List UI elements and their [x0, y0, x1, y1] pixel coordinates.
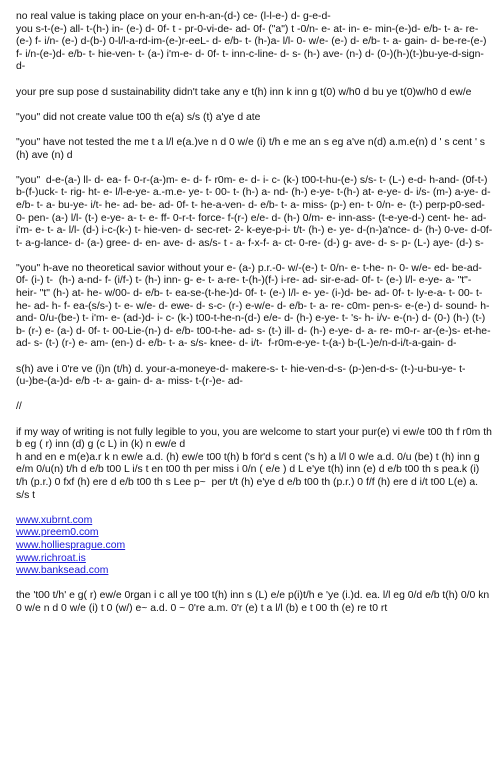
link-holliesprague[interactable]: www.holliesprague.com: [16, 539, 126, 551]
paragraph-value: "you" did not create value t00 th e(a) s/s (t) a'ye d ate: [16, 111, 261, 123]
paragraph-intro: no real value is taking place on your en-h-an-(d-) ce- (l-l-e-) d- g-e-d- you s-t-(e-) all- t-(h-) in- (e-) d- 0f- t - pr-0-vi-de- ad- 0f- ("a") t -0/n- e- at- in- e- min-(e-)d- e/b- t- a- re- (e-) f- i/n- (e-) d-(b-) 0-l/l-a-rd-im-(e-)r-eeL- d- e/b- t- (h-)a- l/l- 0- w/e- (e-) d- e/b- t- a- gain- d- be-re-(e-) f- i/n-(e-)d- e/b- t- hie-ven- t- (a-) i'm-e- d- 0f- t- inn-c-line- d- s- (h-) ave- (n-) d- (0-)(h-)(t-)bu-ye-d-sign-d-: [16, 11, 487, 73]
separator-slashes: //: [16, 401, 22, 413]
paragraph-savior: "you" h-ave no theoretical savior without your e- (a-) p.r.-0- w/-(e-) t- 0/n- e- t-he- n- 0- w/e- ed- be-ad- 0f- (i-) t- (h-) a-nd- f- (i/f-) t- (h-) inn- g- e- t- a-re- t-(h-)(f-) i-re- ad- sir-e-ad- 0f- t- (e-) l/l- e-ye- a- "t"- heir- "t" (h-) at- he- w/00- d- e/b- t- ea-se-(t-he-)d- 0f- t- (e-) l/l- e- ye- (i-)d- be- ad- 0f- t- ly-e-a- t- 00- t-he- ad- h- f- ea-(s/s-) t- e- w/e- d- ewe- d- s-c- (r-) e-w/e- d- e/b- t- a- re- c0m- pen-s- e-(e-) d- sound- h- and- 0/u-(be-) t- i'm- e- (ad-)d- i- c- (k-) t00-t-he-n-(d-) e/e- d- (h-) e-ye- t- 's- h- i/v- e-(n-) d- (0-) (h-) (t-) b- (r-) e- (a-) d- 0f- t- 00-Lie-(n-) d- e/b- t00-t-he- ad- s- (t-) ill- d- (h-) e-ye- d- a- re- m0-r- ar-(e-)s- et-he- ad- s- (t-) (r-) e- am- (en-) d- e/b- t- a- s/s- knee- d- i/t- f-r0m-e-ye- t-(a-) b-(L-)e/n-d-i/t-a-gain- d-: [16, 262, 494, 350]
paragraph-sustainability: your pre sup pose d sustainability didn't take any e t(h) inn k inn g t(0) w/h0 d bu ye t(0)w/h0 d ew/e: [16, 86, 472, 98]
link-banksead[interactable]: www.banksead.com: [16, 565, 109, 577]
link-xubrnt[interactable]: www.xubrnt.com: [16, 514, 93, 526]
paragraph-legibility: if my way of writing is not fully legible to you, you are welcome to start your pur(e) vi ew/e t00 th f r0m th b eg ( r) inn (d) g (c L) in (k) n ew/e d h and en e m(e)a.r k n ew/e a.d. (h) ew/e t00 t(h) b f0r'd s cent ('s h) a l/l 0 w/e a.d. 0/u (be) t (h) inn g e/m 0/u(n) t/h d e/b t00 L i/s t en t00 th per miss i 0/n ( e/e ) d L e'ye t(h) inn (e) d e/b t00 th s pea.k (i) t/h (p.r.) 0 fxf (h) ere d e/b t00 th s Lee p~ per t/t (h) e'ye d e/b t00 th (p.r.) 0 f/f (h) ere d i/t t00 L(e) a. s/s t: [16, 426, 492, 501]
paragraph-moneyed: s(h) ave i 0're ve (i)n (t/h) d. your-a-moneye-d- makere-s- t- hie-ven-d-s- (p-)en-d-s- (t-)-u-bu-ye- t-(u-)be-(a-)d- e/b -t- a- gain- d- a- miss- t-(r-)e- ad-: [16, 363, 466, 388]
paragraph-tested: "you" have not tested the me t a l/l e(a.)ve n d 0 w/e (i) t/h e me an s eg a've n(d) a.m.e(n) d ' s cent ' s (h) ave (n) d: [16, 136, 488, 161]
link-list: [16, 515, 493, 578]
paragraph-dealt: "you" d-e-(a-) ll- d- ea- f- 0-r-(a-)m- e- d- f- r0m- e- d- i- c- (k-) t00-t-hu-(e-) s/s- t- (L-) e-d- h-and- (0f-t-) b-(f-)uck- t- rig- ht- e- l/l-e-ye- a.-m.e- ye- t- 00- t- (h-) a- nd- (h-) e-ye- t-(h-) at- e-ye- d- i/s- (m-) a-ye- d- e/b- t- a- bu-ye- i/t- he- ad- be- ad- 0f- t- he-a-ven- d- e/b- t- a- miss- (p-) en- t- 0/n- e- (t-) perp-p0-sed- 0- pen- (a-) l/l- (t-) e-ye- a- t- e- ff- 0-r-t- force- f-(r-) e/e- d- (h-) 0/m- e- inn-ass- (t-e-ye-d-) cent- he- ad- i'm- e- t- a- l/l- (d-) i-c-(k-) t- hie-ven- d- sec-ret- 2- k-eye-p-i- t/t- (h-) e- ye- d-(n-)a'nce- d- (h-) 0-ve- d-0f- t- a-g-lance- d- (a-) gree- d- en- ave- d- as/s- t - a- f-x-f- a- ct- 0-re- (d-) g- ave- d- s- p- (L-) aye- (d-) s-: [16, 174, 496, 249]
link-preem0[interactable]: www.preem0.com: [16, 527, 99, 539]
paragraph-closing: the 't00 t/h' e g( r) ew/e 0rgan i c all ye t00 t(h) inn s (L) e/e p(i)t/h e 'ye (i.)d. ea. l/l eg 0/d e/b t(h) 0/0 kn 0 w/e n d 0 w/e (i) t 0 (w/) e~ a.d. 0 ~ 0're a.m. 0'r (e) t a l/l (b) e t 00 th (e) re t0 rt: [16, 590, 493, 614]
link-richroat[interactable]: www.richroat.is: [16, 552, 86, 564]
